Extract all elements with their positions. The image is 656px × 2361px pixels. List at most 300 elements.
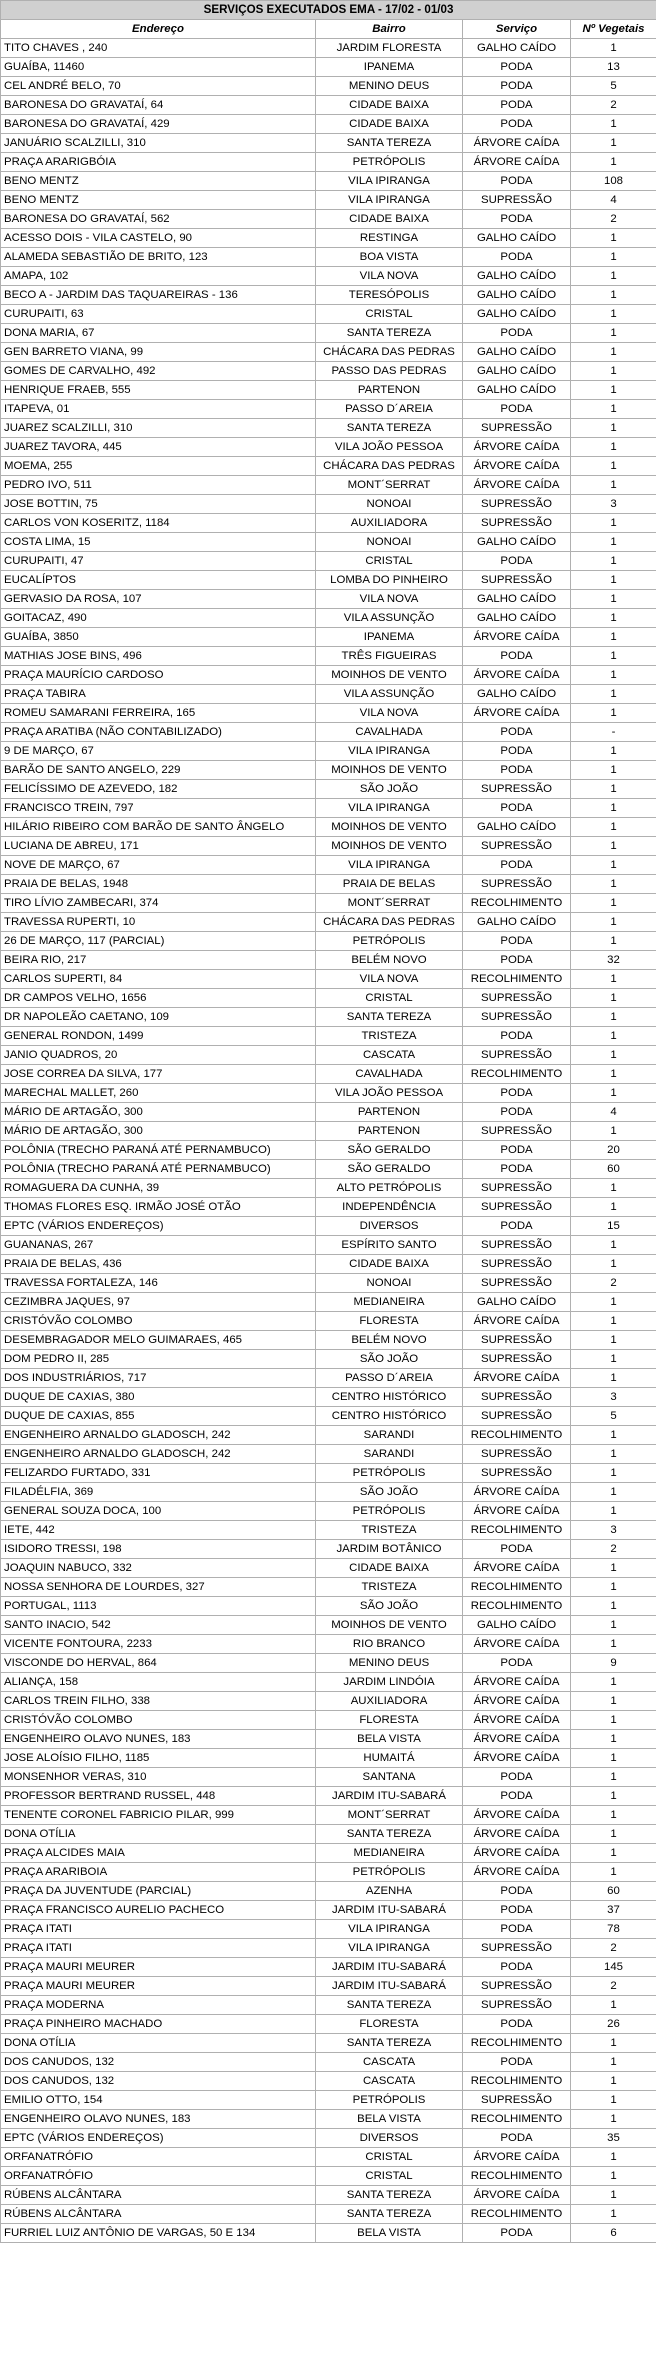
address-cell: ITAPEVA, 01 [1,400,316,419]
service-cell: RECOLHIMENTO [463,1578,571,1597]
address-cell: CRISTÓVÃO COLOMBO [1,1312,316,1331]
address-cell: TENENTE CORONEL FABRICIO PILAR, 999 [1,1806,316,1825]
neighborhood-cell: CAVALHADA [316,1065,463,1084]
address-cell: ORFANATRÓFIO [1,2167,316,2186]
count-cell: 1 [571,628,656,647]
table-row [1,1350,656,1369]
count-cell: 1 [571,533,656,552]
table-row [1,1046,656,1065]
service-cell: SUPRESSÃO [463,1008,571,1027]
address-cell: DOS CANUDOS, 132 [1,2053,316,2072]
neighborhood-cell: JARDIM ITU-SABARÁ [316,1901,463,1920]
service-cell: PODA [463,1027,571,1046]
address-cell: MONSENHOR VERAS, 310 [1,1768,316,1787]
neighborhood-cell: RESTINGA [316,229,463,248]
neighborhood-cell: SANTA TEREZA [316,134,463,153]
table-row [1,1198,656,1217]
address-cell: TRAVESSA FORTALEZA, 146 [1,1274,316,1293]
neighborhood-cell: TRISTEZA [316,1578,463,1597]
address-cell: PRAÇA ARARIGBÓIA [1,153,316,172]
service-cell: PODA [463,1901,571,1920]
table-row [1,400,656,419]
table-row [1,1540,656,1559]
service-cell: ÁRVORE CAÍDA [463,1692,571,1711]
table-row [1,1654,656,1673]
neighborhood-cell: VILA NOVA [316,590,463,609]
address-cell: PRAÇA ITATI [1,1939,316,1958]
service-cell: ÁRVORE CAÍDA [463,2148,571,2167]
neighborhood-cell: PETRÓPOLIS [316,1502,463,1521]
count-cell: 1 [571,761,656,780]
count-cell: 1 [571,1730,656,1749]
neighborhood-cell: BELA VISTA [316,1730,463,1749]
count-cell: 2 [571,96,656,115]
table-row [1,666,656,685]
address-cell: PRAÇA PINHEIRO MACHADO [1,2015,316,2034]
service-cell: PODA [463,1540,571,1559]
table-row [1,1027,656,1046]
count-cell: 1 [571,1559,656,1578]
table-row [1,1635,656,1654]
count-cell: 1 [571,609,656,628]
service-cell: ÁRVORE CAÍDA [463,1635,571,1654]
count-cell: 1 [571,2148,656,2167]
neighborhood-cell: SANTA TEREZA [316,2034,463,2053]
address-cell: CURUPAITI, 47 [1,552,316,571]
count-cell: 1 [571,1179,656,1198]
count-cell: 1 [571,476,656,495]
count-cell: - [571,723,656,742]
service-cell: SUPRESSÃO [463,1236,571,1255]
service-cell: GALHO CAÍDO [463,267,571,286]
service-cell: SUPRESSÃO [463,1977,571,1996]
neighborhood-cell: MOINHOS DE VENTO [316,666,463,685]
table-row [1,1065,656,1084]
count-cell: 1 [571,1027,656,1046]
address-cell: DOS CANUDOS, 132 [1,2072,316,2091]
address-cell: VICENTE FONTOURA, 2233 [1,1635,316,1654]
count-cell: 20 [571,1141,656,1160]
service-cell: SUPRESSÃO [463,989,571,1008]
address-cell: GERVASIO DA ROSA, 107 [1,590,316,609]
count-cell: 145 [571,1958,656,1977]
service-cell: RECOLHIMENTO [463,2034,571,2053]
table-row [1,1293,656,1312]
table-row [1,1825,656,1844]
address-cell: AMAPA, 102 [1,267,316,286]
neighborhood-cell: JARDIM FLORESTA [316,39,463,58]
neighborhood-cell: VILA IPIRANGA [316,856,463,875]
count-cell: 1 [571,932,656,951]
count-cell: 1 [571,1825,656,1844]
table-row [1,1920,656,1939]
neighborhood-cell: BELÉM NOVO [316,1331,463,1350]
address-cell: LUCIANA DE ABREU, 171 [1,837,316,856]
count-cell: 1 [571,590,656,609]
service-cell: RECOLHIMENTO [463,2110,571,2129]
address-cell: FELICÍSSIMO DE AZEVEDO, 182 [1,780,316,799]
neighborhood-cell: SANTANA [316,1768,463,1787]
table-row [1,894,656,913]
count-cell: 1 [571,267,656,286]
neighborhood-cell: VILA NOVA [316,267,463,286]
table-row [1,932,656,951]
table-row [1,685,656,704]
neighborhood-cell: CASCATA [316,1046,463,1065]
service-cell: SUPRESSÃO [463,780,571,799]
count-cell: 5 [571,1407,656,1426]
table-row [1,2034,656,2053]
count-cell: 1 [571,1065,656,1084]
count-cell: 1 [571,286,656,305]
address-cell: NOVE DE MARÇO, 67 [1,856,316,875]
service-cell: SUPRESSÃO [463,1274,571,1293]
address-cell: GUAÍBA, 3850 [1,628,316,647]
table-row [1,77,656,96]
table-row [1,248,656,267]
address-cell: TIRO LÍVIO ZAMBECARI, 374 [1,894,316,913]
neighborhood-cell: MOINHOS DE VENTO [316,837,463,856]
address-cell: MÁRIO DE ARTAGÃO, 300 [1,1122,316,1141]
neighborhood-cell: CIDADE BAIXA [316,210,463,229]
count-cell: 2 [571,210,656,229]
table-row [1,2053,656,2072]
service-cell: GALHO CAÍDO [463,39,571,58]
neighborhood-cell: SANTA TEREZA [316,2186,463,2205]
address-cell: PRAÇA ARARIBOIA [1,1863,316,1882]
count-cell: 1 [571,305,656,324]
count-cell: 1 [571,1578,656,1597]
count-cell: 1 [571,1863,656,1882]
count-cell: 15 [571,1217,656,1236]
header-row [1,20,656,39]
service-cell: PODA [463,1958,571,1977]
address-cell: ACESSO DOIS - VILA CASTELO, 90 [1,229,316,248]
count-cell: 60 [571,1160,656,1179]
service-cell: RECOLHIMENTO [463,2167,571,2186]
service-cell: GALHO CAÍDO [463,590,571,609]
address-cell: FURRIEL LUIZ ANTÔNIO DE VARGAS, 50 E 134 [1,2224,316,2243]
neighborhood-cell: SANTA TEREZA [316,324,463,343]
neighborhood-cell: LOMBA DO PINHEIRO [316,571,463,590]
address-cell: ALAMEDA SEBASTIÃO DE BRITO, 123 [1,248,316,267]
count-cell: 1 [571,400,656,419]
service-cell: ÁRVORE CAÍDA [463,1559,571,1578]
neighborhood-cell: CIDADE BAIXA [316,1255,463,1274]
service-cell: ÁRVORE CAÍDA [463,153,571,172]
address-cell: GENERAL SOUZA DOCA, 100 [1,1502,316,1521]
service-cell: GALHO CAÍDO [463,1616,571,1635]
neighborhood-cell: MOINHOS DE VENTO [316,761,463,780]
table-row [1,1882,656,1901]
address-cell: CARLOS TREIN FILHO, 338 [1,1692,316,1711]
address-cell: JANIO QUADROS, 20 [1,1046,316,1065]
table-row [1,1768,656,1787]
table-row [1,2167,656,2186]
service-cell: PODA [463,761,571,780]
service-cell: RECOLHIMENTO [463,970,571,989]
address-cell: ORFANATRÓFIO [1,2148,316,2167]
count-cell: 1 [571,324,656,343]
address-cell: DR CAMPOS VELHO, 1656 [1,989,316,1008]
address-cell: MARECHAL MALLET, 260 [1,1084,316,1103]
address-cell: FELIZARDO FURTADO, 331 [1,1464,316,1483]
count-cell: 37 [571,1901,656,1920]
service-cell: ÁRVORE CAÍDA [463,1749,571,1768]
neighborhood-cell: CAVALHADA [316,723,463,742]
service-cell: SUPRESSÃO [463,1179,571,1198]
address-cell: PRAIA DE BELAS, 436 [1,1255,316,1274]
address-cell: COSTA LIMA, 15 [1,533,316,552]
count-cell: 2 [571,1977,656,1996]
address-cell: DUQUE DE CAXIAS, 380 [1,1388,316,1407]
table-row [1,780,656,799]
address-cell: PORTUGAL, 1113 [1,1597,316,1616]
address-cell: JOSE CORREA DA SILVA, 177 [1,1065,316,1084]
address-cell: DUQUE DE CAXIAS, 855 [1,1407,316,1426]
address-cell: ROMEU SAMARANI FERREIRA, 165 [1,704,316,723]
address-cell: ENGENHEIRO OLAVO NUNES, 183 [1,1730,316,1749]
address-cell: DONA MARIA, 67 [1,324,316,343]
count-cell: 1 [571,1502,656,1521]
count-cell: 1 [571,457,656,476]
count-cell: 1 [571,1312,656,1331]
address-cell: PRAIA DE BELAS, 1948 [1,875,316,894]
table-row [1,1388,656,1407]
address-cell: PRAÇA ARATIBA (NÃO CONTABILIZADO) [1,723,316,742]
neighborhood-cell: DIVERSOS [316,1217,463,1236]
table-row [1,1559,656,1578]
table-row [1,1160,656,1179]
column-header-bairro: Bairro [316,20,463,39]
service-cell: PODA [463,799,571,818]
address-cell: PRAÇA MODERNA [1,1996,316,2015]
neighborhood-cell: BELA VISTA [316,2224,463,2243]
table-row [1,1996,656,2015]
address-cell: SANTO INACIO, 542 [1,1616,316,1635]
neighborhood-cell: AUXILIADORA [316,1692,463,1711]
service-cell: PODA [463,77,571,96]
count-cell: 1 [571,1616,656,1635]
address-cell: FRANCISCO TREIN, 797 [1,799,316,818]
neighborhood-cell: VILA IPIRANGA [316,1939,463,1958]
table-row [1,1958,656,1977]
service-cell: PODA [463,647,571,666]
service-cell: PODA [463,2015,571,2034]
table-row [1,286,656,305]
service-cell: GALHO CAÍDO [463,1293,571,1312]
table-row [1,1312,656,1331]
count-cell: 1 [571,248,656,267]
table-body [1,39,656,2243]
neighborhood-cell: VILA JOÃO PESSOA [316,438,463,457]
table-row [1,1901,656,1920]
address-cell: GUANANAS, 267 [1,1236,316,1255]
table-row [1,1578,656,1597]
address-cell: GOMES DE CARVALHO, 492 [1,362,316,381]
service-cell: ÁRVORE CAÍDA [463,1806,571,1825]
count-cell: 1 [571,1844,656,1863]
count-cell: 1 [571,1749,656,1768]
service-cell: SUPRESSÃO [463,1407,571,1426]
count-cell: 1 [571,1445,656,1464]
neighborhood-cell: VILA JOÃO PESSOA [316,1084,463,1103]
address-cell: HENRIQUE FRAEB, 555 [1,381,316,400]
count-cell: 1 [571,894,656,913]
neighborhood-cell: CENTRO HISTÓRICO [316,1407,463,1426]
neighborhood-cell: PETRÓPOLIS [316,1863,463,1882]
neighborhood-cell: MEDIANEIRA [316,1293,463,1312]
service-cell: PODA [463,115,571,134]
table-row [1,1521,656,1540]
service-cell: PODA [463,210,571,229]
address-cell: PRAÇA ITATI [1,1920,316,1939]
neighborhood-cell: TRISTEZA [316,1027,463,1046]
service-cell: ÁRVORE CAÍDA [463,1673,571,1692]
address-cell: RÚBENS ALCÂNTARA [1,2186,316,2205]
neighborhood-cell: CENTRO HISTÓRICO [316,1388,463,1407]
count-cell: 1 [571,438,656,457]
neighborhood-cell: MENINO DEUS [316,1654,463,1673]
service-cell: PODA [463,932,571,951]
table-row [1,1616,656,1635]
count-cell: 32 [571,951,656,970]
address-cell: DOS INDUSTRIÁRIOS, 717 [1,1369,316,1388]
service-cell: RECOLHIMENTO [463,894,571,913]
service-cell: RECOLHIMENTO [463,1597,571,1616]
neighborhood-cell: PETRÓPOLIS [316,1464,463,1483]
table-row [1,495,656,514]
neighborhood-cell: CHÁCARA DAS PEDRAS [316,457,463,476]
neighborhood-cell: PARTENON [316,381,463,400]
neighborhood-cell: PARTENON [316,1122,463,1141]
table-row [1,191,656,210]
service-cell: PODA [463,1217,571,1236]
neighborhood-cell: NONOAI [316,495,463,514]
service-cell: ÁRVORE CAÍDA [463,134,571,153]
count-cell: 3 [571,1388,656,1407]
table-row [1,1502,656,1521]
count-cell: 1 [571,343,656,362]
neighborhood-cell: JARDIM LINDÓIA [316,1673,463,1692]
address-cell: 26 DE MARÇO, 117 (PARCIAL) [1,932,316,951]
table-title: SERVIÇOS EXECUTADOS EMA - 17/02 - 01/03 [1,1,656,20]
address-cell: ENGENHEIRO OLAVO NUNES, 183 [1,2110,316,2129]
neighborhood-cell: SANTA TEREZA [316,1825,463,1844]
table-row [1,2129,656,2148]
table-row [1,2224,656,2243]
table-row [1,989,656,1008]
count-cell: 1 [571,1369,656,1388]
service-cell: ÁRVORE CAÍDA [463,2186,571,2205]
count-cell: 2 [571,1939,656,1958]
address-cell: BENO MENTZ [1,172,316,191]
address-cell: RÚBENS ALCÂNTARA [1,2205,316,2224]
table-row [1,647,656,666]
table-row [1,571,656,590]
table-row [1,2072,656,2091]
service-cell: GALHO CAÍDO [463,818,571,837]
neighborhood-cell: FLORESTA [316,1312,463,1331]
neighborhood-cell: PARTENON [316,1103,463,1122]
address-cell: MOEMA, 255 [1,457,316,476]
table-row [1,1749,656,1768]
address-cell: BARONESA DO GRAVATAÍ, 64 [1,96,316,115]
neighborhood-cell: HUMAITÁ [316,1749,463,1768]
table-row [1,324,656,343]
table-row [1,1863,656,1882]
count-cell: 1 [571,2110,656,2129]
count-cell: 1 [571,704,656,723]
count-cell: 1 [571,1787,656,1806]
count-cell: 1 [571,1331,656,1350]
service-cell: PODA [463,1084,571,1103]
column-header-servico: Serviço [463,20,571,39]
service-cell: PODA [463,1141,571,1160]
table-row [1,514,656,533]
neighborhood-cell: CHÁCARA DAS PEDRAS [316,343,463,362]
service-cell: RECOLHIMENTO [463,1521,571,1540]
neighborhood-cell: FLORESTA [316,2015,463,2034]
address-cell: PRAÇA MAURI MEURER [1,1977,316,1996]
table-row [1,1103,656,1122]
count-cell: 1 [571,1692,656,1711]
service-cell: PODA [463,1882,571,1901]
table-row [1,609,656,628]
address-cell: JUAREZ TAVORA, 445 [1,438,316,457]
neighborhood-cell: JARDIM ITU-SABARÁ [316,1958,463,1977]
table-row [1,1407,656,1426]
neighborhood-cell: MONT´SERRAT [316,894,463,913]
service-cell: ÁRVORE CAÍDA [463,476,571,495]
count-cell: 1 [571,742,656,761]
neighborhood-cell: MONT´SERRAT [316,1806,463,1825]
service-cell: SUPRESSÃO [463,1331,571,1350]
address-cell: ISIDORO TRESSI, 198 [1,1540,316,1559]
neighborhood-cell: BOA VISTA [316,248,463,267]
neighborhood-cell: VILA IPIRANGA [316,191,463,210]
neighborhood-cell: CRISTAL [316,305,463,324]
table-row [1,913,656,932]
count-cell: 1 [571,799,656,818]
table-row [1,628,656,647]
address-cell: CARLOS SUPERTI, 84 [1,970,316,989]
count-cell: 1 [571,1996,656,2015]
neighborhood-cell: JARDIM ITU-SABARÁ [316,1787,463,1806]
service-cell: ÁRVORE CAÍDA [463,704,571,723]
neighborhood-cell: PETRÓPOLIS [316,932,463,951]
table-row [1,476,656,495]
neighborhood-cell: MENINO DEUS [316,77,463,96]
count-cell: 1 [571,115,656,134]
address-cell: BARONESA DO GRAVATAÍ, 562 [1,210,316,229]
address-cell: EPTC (VÁRIOS ENDEREÇOS) [1,1217,316,1236]
count-cell: 2 [571,1274,656,1293]
table-row [1,1255,656,1274]
service-cell: ÁRVORE CAÍDA [463,1863,571,1882]
count-cell: 1 [571,818,656,837]
neighborhood-cell: AUXILIADORA [316,514,463,533]
service-cell: SUPRESSÃO [463,875,571,894]
address-cell: HILÁRIO RIBEIRO COM BARÃO DE SANTO ÂNGELO [1,818,316,837]
address-cell: PRAÇA MAURÍCIO CARDOSO [1,666,316,685]
table-row [1,1122,656,1141]
address-cell: ALIANÇA, 158 [1,1673,316,1692]
neighborhood-cell: VILA IPIRANGA [316,1920,463,1939]
address-cell: CEZIMBRA JAQUES, 97 [1,1293,316,1312]
service-cell: SUPRESSÃO [463,571,571,590]
service-cell: ÁRVORE CAÍDA [463,1730,571,1749]
